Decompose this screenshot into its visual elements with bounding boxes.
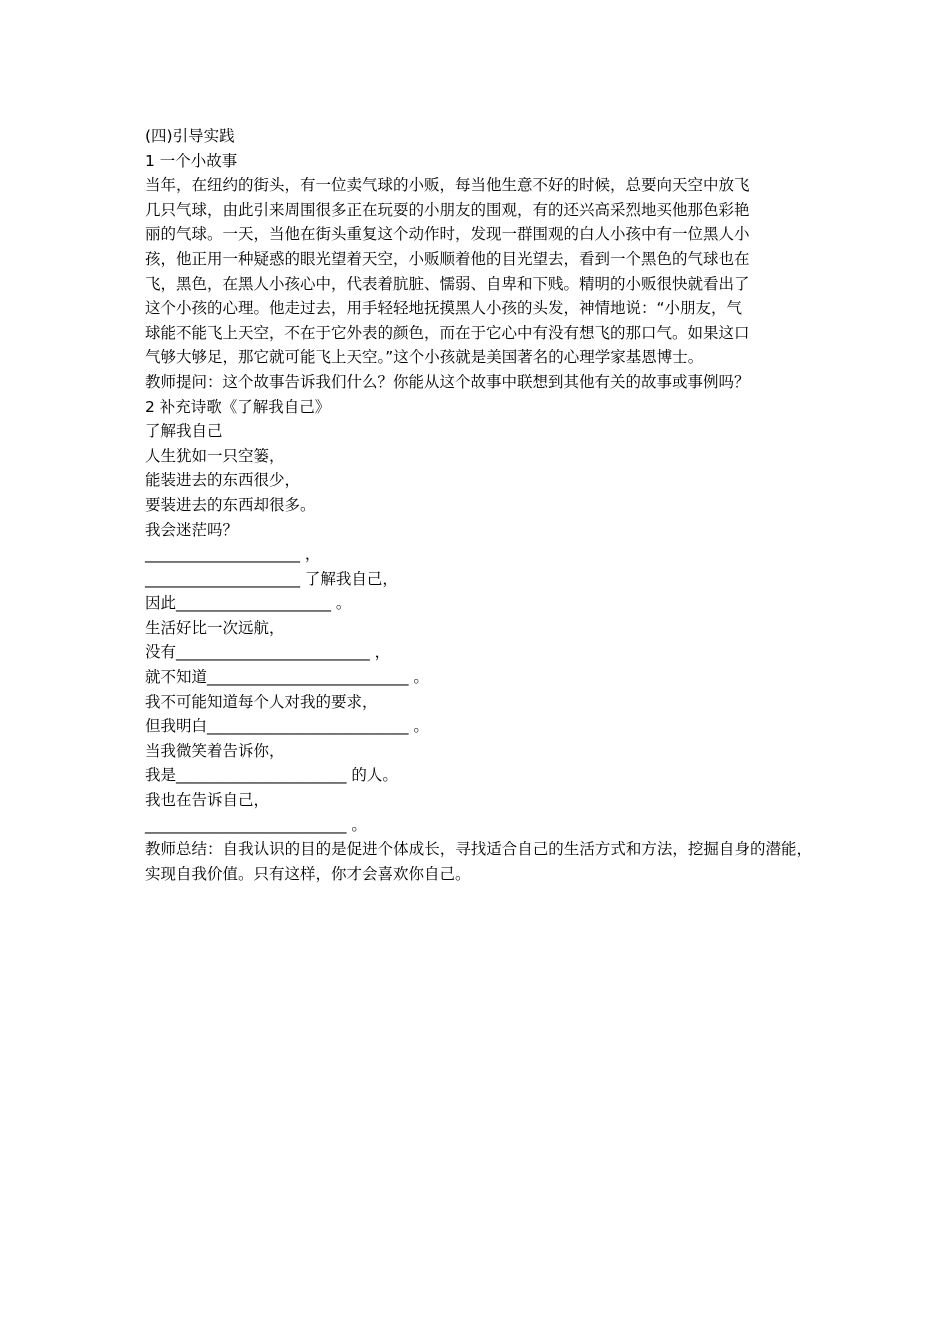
section-title: (四)引导实践 — [145, 127, 235, 145]
poem-fill-blank: 没有_________________________ ， — [145, 643, 391, 662]
story-heading: 1 一个小故事 — [145, 151, 238, 170]
story-line: 当年，在纽约的街头，有一位卖气球的小贩，每当他生意不好的时候，总要向天空中放飞 — [145, 176, 750, 195]
story-line: 这个小孩的心理。他走过去，用手轻轻地抚摸黑人小孩的头发，神情地说：“小朋友，气 — [145, 299, 743, 318]
poem-fill-blank: 但我明白__________________________ 。 — [145, 717, 429, 736]
teacher-summary: 教师总结：自我认识的目的是促进个体成长，寻找适合自己的生活方式和方法，挖掘自身的潜能，实现自我价值。只有这样，你才会喜欢你自己。 — [145, 840, 812, 883]
story-line: 几只气球，由此引来周围很多正在玩耍的小朋友的围观，有的还兴高采烈地买他那色彩艳 — [145, 200, 750, 219]
story-line: 球能不能飞上天空，不在于它外表的颜色，而在于它心中有没有想飞的那口气。如果这口 — [145, 323, 750, 342]
story-line: 丽的气球。一天，当他在街头重复这个动作时，发现一群围观的白人小孩中有一位黑人小 — [145, 225, 750, 244]
poem-fill-blank: 就不知道__________________________ 。 — [145, 668, 429, 687]
teacher-question: 教师提问：这个故事告诉我们什么？你能从这个故事中联想到其他有关的故事或事例吗？ — [145, 372, 750, 391]
story-paragraph — [145, 173, 812, 370]
poem-body — [145, 419, 812, 837]
poem-heading: 2 补充诗歌《了解我自己》 — [145, 397, 331, 416]
poem-fill-blank: ____________________ 了解我自己， — [145, 569, 398, 588]
story-line: 飞，黑色，在黑人小孩心中，代表着肮脏、懦弱、自卑和下贱。精明的小贩很快就看出了 — [145, 274, 750, 293]
poem-fill-blank: 我是______________________ 的人。 — [145, 766, 398, 785]
poem-line: 人生犹如一只空篓， — [145, 446, 285, 465]
poem-fill-blank: 因此____________________ 。 — [145, 594, 352, 613]
story-line: 孩，他正用一种疑惑的眼光望着天空，小贩顺着他的目光望去，看到一个黑色的气球也在 — [145, 249, 750, 268]
poem-line: 要装进去的东西却很多。 — [145, 495, 316, 514]
poem-fill-blank: ____________________ ， — [145, 545, 321, 564]
poem-line: 了解我自己 — [145, 422, 223, 441]
document-page — [145, 124, 812, 886]
poem-line: 能装进去的东西很少， — [145, 471, 301, 490]
poem-line: 生活好比一次远航， — [145, 618, 285, 637]
story-line: 气够大够足，那它就可能飞上天空。”这个小孩就是美国著名的心理学家基恩博士。 — [145, 348, 704, 367]
poem-line: 我也在告诉自己， — [145, 791, 270, 810]
poem-line: 我不可能知道每个人对我的要求， — [145, 692, 378, 711]
poem-line: 当我微笑着告诉你， — [145, 741, 285, 760]
poem-fill-blank: __________________________ 。 — [145, 815, 367, 834]
poem-line: 我会迷茫吗？ — [145, 520, 239, 539]
